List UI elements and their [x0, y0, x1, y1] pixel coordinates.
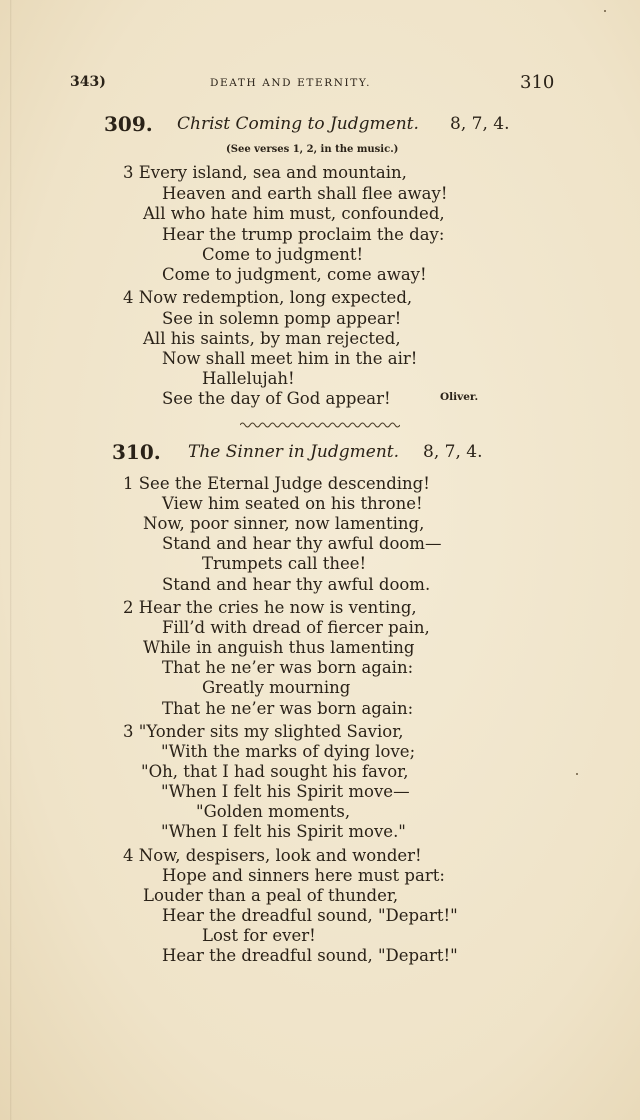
verse-line: Fill’d with dread of fiercer pain, — [162, 618, 430, 637]
verse-line: 3 "Yonder sits my slighted Savior, — [123, 722, 404, 741]
verse-line: 3 Every island, sea and mountain, — [123, 163, 407, 182]
verse-line: 4 Now, despisers, look and wonder! — [123, 846, 422, 865]
page-fold-shadow — [10, 0, 12, 1120]
wavy-divider — [240, 420, 400, 430]
hymn-meter: 8, 7, 4. — [423, 442, 483, 462]
verse-number: 3 — [123, 163, 134, 182]
hymn-number: 309. — [104, 112, 153, 136]
verse-line: Hear the dreadful sound, "Depart!" — [162, 946, 458, 965]
hymn-title: The Sinner in Judgment. — [188, 442, 400, 462]
verse-number: 4 — [123, 288, 134, 307]
verse-line: Trumpets call thee! — [202, 554, 367, 573]
verse-line: See in solemn pomp appear! — [162, 309, 402, 328]
verse-line: All his saints, by man rejected, — [143, 329, 401, 348]
verse-line: "When I felt his Spirit move— — [161, 782, 410, 801]
left-page-ref: 343) — [70, 74, 106, 90]
verse-line: Come to judgment, come away! — [162, 265, 427, 284]
verse-line: Greatly mourning — [202, 678, 351, 697]
verse-number: 2 — [123, 598, 134, 617]
hymn-credit: Oliver. — [440, 391, 479, 403]
hymn-meter: 8, 7, 4. — [450, 114, 510, 134]
verse-line: 4 Now redemption, long expected, — [123, 288, 413, 307]
verse-line: Louder than a peal of thunder, — [143, 886, 399, 905]
verse-line: Stand and hear thy awful doom. — [162, 575, 431, 594]
verse-line: See the day of God appear! — [162, 389, 391, 408]
verse-number: 1 — [123, 474, 134, 493]
verse-number: 4 — [123, 846, 134, 865]
verse-line: View him seated on his throne! — [162, 494, 423, 513]
verse-line: Now, poor sinner, now lamenting, — [143, 514, 425, 533]
verse-line: "When I felt his Spirit move." — [161, 822, 406, 841]
paper-speck — [576, 773, 578, 775]
verse-line: 1 See the Eternal Judge descending! — [123, 474, 430, 493]
hymn-309-heading — [0, 112, 640, 138]
verse-line: Now shall meet him in the air! — [162, 349, 418, 368]
verse-line: Stand and hear thy awful doom— — [162, 534, 442, 553]
running-title: DEATH AND ETERNITY. — [210, 77, 372, 89]
paper-speck — [604, 10, 606, 12]
verse-line: All who hate him must, confounded, — [143, 204, 445, 223]
verse-line: Hope and sinners here must part: — [162, 866, 445, 885]
music-note: (See verses 1, 2, in the music.) — [226, 144, 399, 155]
hymn-number: 310. — [112, 440, 161, 464]
verse-line: That he ne’er was born again: — [162, 658, 414, 677]
hymn-title: Christ Coming to Judgment. — [177, 114, 419, 134]
verse-line: While in anguish thus lamenting — [143, 638, 415, 657]
page-number: 310 — [520, 72, 555, 93]
verse-line: "Golden moments, — [196, 802, 351, 821]
verse-line: "With the marks of dying love; — [161, 742, 416, 761]
verse-line: Come to judgment! — [202, 245, 364, 264]
verse-line: Hear the dreadful sound, "Depart!" — [162, 906, 458, 925]
verse-line: Hallelujah! — [202, 369, 295, 388]
running-header — [0, 72, 640, 96]
verse-line: Lost for ever! — [202, 926, 316, 945]
verse-line: Hear the trump proclaim the day: — [162, 225, 445, 244]
verse-line: That he ne’er was born again: — [162, 699, 414, 718]
verse-line: "Oh, that I had sought his favor, — [141, 762, 409, 781]
verse-number: 3 — [123, 722, 134, 741]
verse-line: 2 Hear the cries he now is venting, — [123, 598, 417, 617]
verse-line: Heaven and earth shall flee away! — [162, 184, 448, 203]
hymn-310-heading — [0, 440, 640, 466]
